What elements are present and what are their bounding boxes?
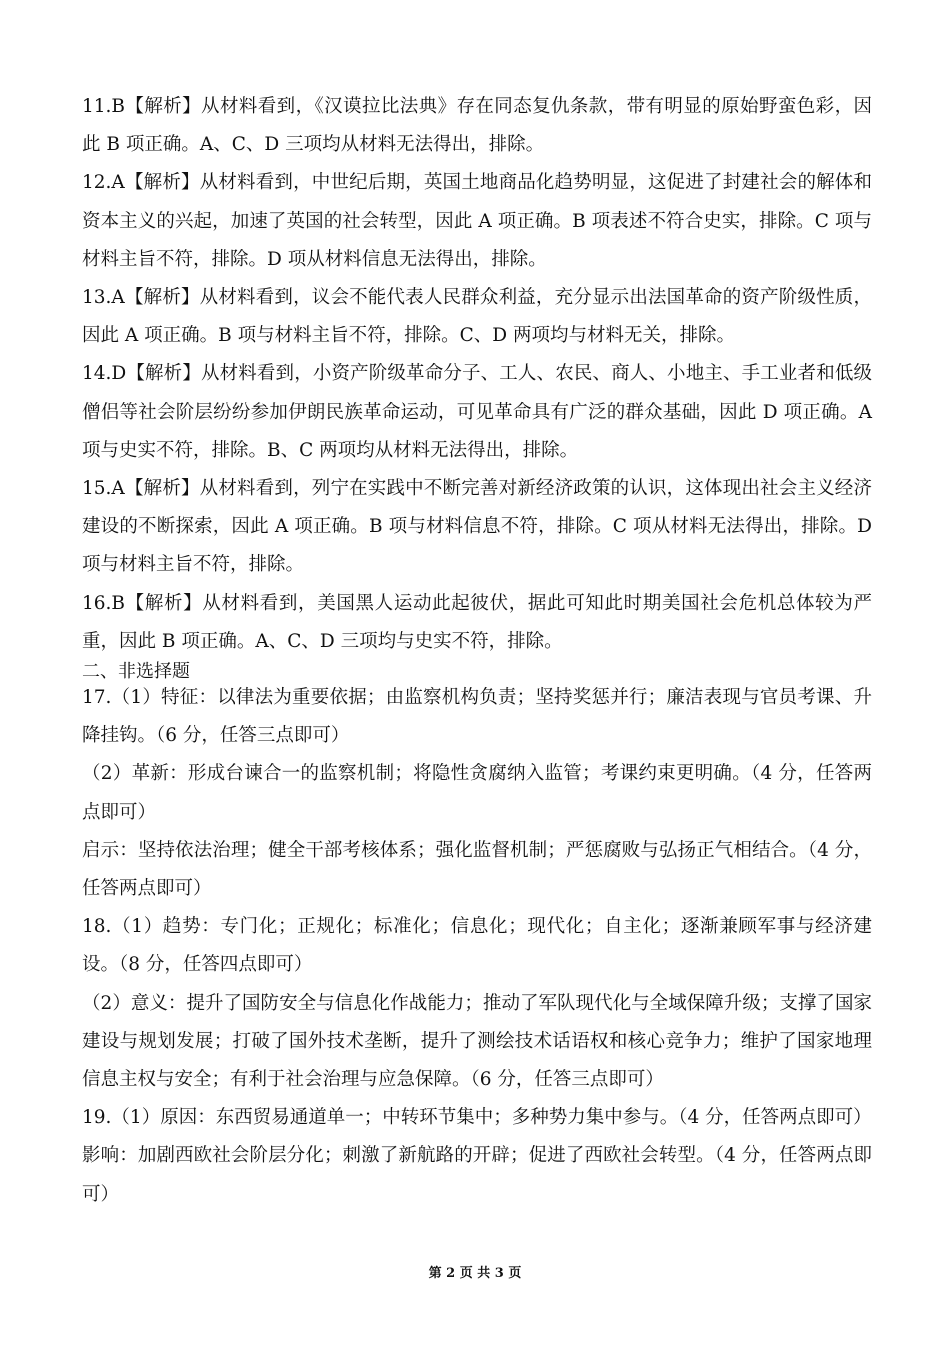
answer-17-insight: 启示：坚持依法治理；健全干部考核体系；强化监督机制；严惩腐败与弘扬正气相结合。（4 分，任答两点即可） [82, 839, 872, 900]
answer-content [82, 88, 872, 1214]
answer-13: 13.A【解析】从材料看到，议会不能代表人民群众利益，充分显示出法国革命的资产阶级性质，因此 A 项正确。B 项与材料主旨不符，排除。C、D 两项均与材料无关，排除。 [82, 287, 872, 347]
answer-18-part1: 18.（1）趋势：专门化；正规化；标准化；信息化；现代化；自主化；逐渐兼顾军事与经济建设。（8 分，任答四点即可） [82, 916, 872, 976]
page-number: 第 2 页 共 3 页 [428, 1266, 522, 1281]
answer-19-part1: 19.（1）原因：东西贸易通道单一；中转环节集中；多种势力集中参与。（4 分，任答两点即可） [82, 1107, 872, 1129]
section-heading-non-choice: 二、非选择题 [82, 661, 190, 683]
answer-17-part1: 17.（1）特征：以律法为重要依据；由监察机构负责；坚持奖惩并行；廉洁表现与官员考课、升降挂钩。（6 分，任答三点即可） [82, 687, 872, 747]
answer-12: 12.A【解析】从材料看到，中世纪后期，英国土地商品化趋势明显，这促进了封建社会的解体和资本主义的兴起，加速了英国的社会转型，因此 A 项正确。B 项表述不符合史实，排除。C 项与材料主旨不符，排除。D 项从材料信息无法得出，排除。 [82, 172, 872, 270]
answer-17-part2: （2）革新：形成台谏合一的监察机制；将隐性贪腐纳入监管；考课约束更明确。（4 分，任答两点即可） [82, 763, 872, 823]
answer-11: 11.B【解析】从材料看到，《汉谟拉比法典》存在同态复仇条款，带有明显的原始野蛮色彩，因此 B 项正确。A、C、D 三项均从材料无法得出，排除。 [82, 96, 872, 156]
answer-15: 15.A【解析】从材料看到，列宁在实践中不断完善对新经济政策的认识，这体现出社会主义经济建设的不断探索，因此 A 项正确。B 项与材料信息不符，排除。C 项从材料无法得出，排除。D 项与材料主旨不符，排除。 [82, 478, 872, 576]
answer-14: 14.D【解析】从材料看到，小资产阶级革命分子、工人、农民、商人、小地主、手工业者和低级僧侣等社会阶层纷纷参加伊朗民族革命运动，可见革命具有广泛的群众基础，因此 D 项正确。A 项与史实不符，排除。B、C 两项均从材料无法得出，排除。 [82, 363, 872, 461]
answer-16: 16.B【解析】从材料看到，美国黑人运动此起彼伏，据此可知此时期美国社会危机总体较为严重，因此 B 项正确。A、C、D 三项均与史实不符，排除。 [82, 592, 872, 652]
answer-19-impact: 影响：加剧西欧社会阶层分化；刺激了新航路的开辟；促进了西欧社会转型。（4 分，任答两点即可） [82, 1145, 872, 1205]
answer-18-part2: （2）意义：提升了国防安全与信息化作战能力；推动了军队现代化与全域保障升级；支撑了国家建设与规划发展；打破了国外技术垄断，提升了测绘技术话语权和核心竞争力；维护了国家地理信息主权与安全；有利于社会治理与应急保障。（6 分，任答三点即可） [82, 992, 872, 1091]
